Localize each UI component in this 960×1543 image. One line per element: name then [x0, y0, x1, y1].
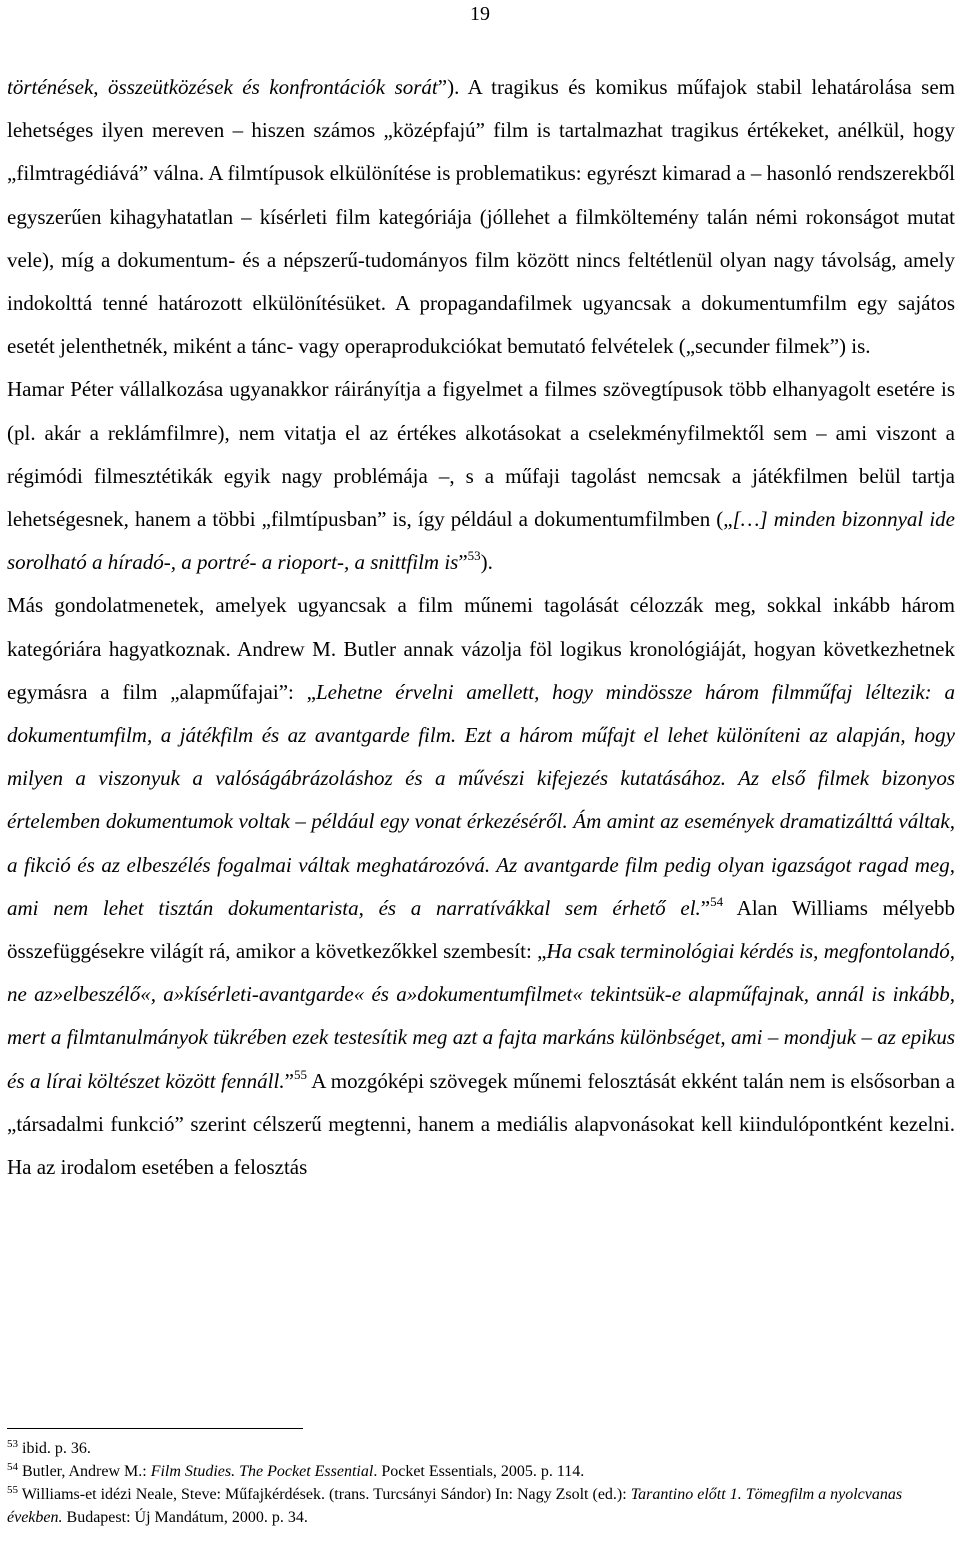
paragraph: [7, 584, 955, 1189]
footnote-number: 53: [7, 1438, 18, 1450]
text-run: Williams-et idézi Neale, Steve: Műfajkérdések. (trans. Turcsányi Sándor) In: Nagy Zsolt (ed.):: [21, 1486, 631, 1503]
footnote-number: 54: [7, 1461, 18, 1473]
text-run: Butler, Andrew M.:: [22, 1463, 151, 1480]
italic-text: Ha csak terminológiai kérdés is, megfontolandó, ne az»elbeszélő«, a»kísérleti-avantgarde« és a»dokumentumfilmet« tekintsük-e alapműfajnak, annál is inkább, mert a filmtanulmányok tükrében ezek testesítik meg azt a fajta markáns különbséget, ami – mondjuk – az epikus és a lírai költészet között fennáll.: [7, 939, 955, 1093]
body-text: [7, 66, 955, 1189]
italic-text: […] minden bizonnyal ide sorolható a híradó-, a portré- a rioport-, a snittfilm is: [7, 507, 956, 575]
italic-text: Lehetne érvelni amellett, hogy mindössze három filmműfaj léltezik: a dokumentumfilm, a játékfilm és az avantgarde film. Ezt a három műfajt el lehet különíteni az alapján, hogy milyen a viszonyuk a valóságábrázoláshoz és a művészi kifejezés kutatásához. Az első filmek bizonyos értelemben dokumentumok voltak – például egy vonat érkezéséről. Ám amint az események dramatizálttá váltak, a fikció és az elbeszélés fogalmai váltak meghatározóvá. Az avantgarde film pedig olyan igazságot ragad meg, ami nem lehet tisztán dokumentarista, és a narratívákkal sem érhető el.: [7, 679, 955, 920]
paragraph: [7, 368, 955, 584]
footnote-number: 55: [7, 1484, 18, 1496]
page-number: 19: [470, 3, 490, 25]
italic-text: Film Studies. The Pocket Essential: [150, 1463, 374, 1480]
text-run: Más gondolatmenetek, amelyek ugyancsak a film műnemi tagolását célozzák meg, sokkal inkább három kategóriára hagyatkoznak. Andrew M. Butler annak vázolja föl logikus kronológiáját, hogyan következhetnek egymásra a film „alapműfajai”: „: [7, 593, 955, 704]
footnotes: [7, 1428, 955, 1529]
text-run: Budapest: Új Mandátum, 2000. p. 34.: [62, 1509, 308, 1526]
footnote-reference: 55: [293, 1066, 307, 1082]
italic-text: történések, összeütközések és konfrontációk sorát: [7, 75, 438, 99]
text-run: ”: [700, 895, 711, 920]
text-run: ).: [480, 550, 493, 575]
text-run: . Pocket Essentials, 2005. p. 114.: [373, 1463, 585, 1480]
text-run: ”: [458, 550, 468, 575]
footnote: [7, 1460, 955, 1483]
footnote-reference: 53: [467, 548, 481, 564]
text-run: ”). A tragikus és komikus műfajok stabil lehatárolása sem lehetséges ilyen mereven – hiszen számos „középfajú” film is tartalmazhat tragikus értékeket, anélkül, hogy „filmtragédiává” válna. A filmtípusok elkülönítése is problematikus: egyrészt kimarad a – hasonló rendszerekből egyszerűen kihagyhatatlan – kísérleti film kategóriája (jóllehet a filmköltemény talán némi rokonságot mutat vele), míg a dokumentum- és a népszerű-tudományos film között nincs feltétlenül olyan nagy távolság, amely indokolttá tenné határozott elkülönítésüket. A propagandafilmek ugyancsak a dokumentumfilm egy sajátos esetét jelenthetnék, miként a tánc- vagy operaprodukciókat bemutató felvételek („secunder filmek”) is.: [7, 75, 955, 359]
footnote-separator: [7, 1428, 303, 1429]
text-run: ”: [284, 1068, 294, 1093]
text-run: ibid. p. 36.: [22, 1440, 91, 1457]
footnote: [7, 1437, 955, 1460]
text-run: A mozgóképi szövegek műnemi felosztását ekként talán nem is elsősorban a „társadalmi funkció” szerint célszerű megtenni, hanem a mediális alapvonásokat kell kiindulópontként kezelni. Ha az irodalom esetében a felosztás: [7, 1068, 956, 1180]
italic-text: Tarantino előtt 1. Tömegfilm a nyolcvanas években.: [7, 1486, 903, 1526]
text-run: Alan Williams mélyebb összefüggésekre világít rá, amikor a következőkkel szembesít: „: [7, 895, 955, 964]
footnote: [7, 1483, 955, 1529]
paragraph: [7, 66, 955, 368]
text-run: Hamar Péter vállalkozása ugyanakkor ráirányítja a figyelmet a filmes szövegtípusok több elhanyagolt esetére is (pl. akár a reklámfilmre), nem vitatja el az értékes alkotásokat a cselekményfilmektől sem – ami viszont a régimódi filmesztétikák egyik nagy problémája –, s a műfaji tagolást nemcsak a játékfilmen belül tartja lehetségesnek, hanem a többi „filmtípusban” is, így például a dokumentumfilmben („: [7, 377, 955, 532]
footnote-reference: 54: [710, 893, 724, 909]
